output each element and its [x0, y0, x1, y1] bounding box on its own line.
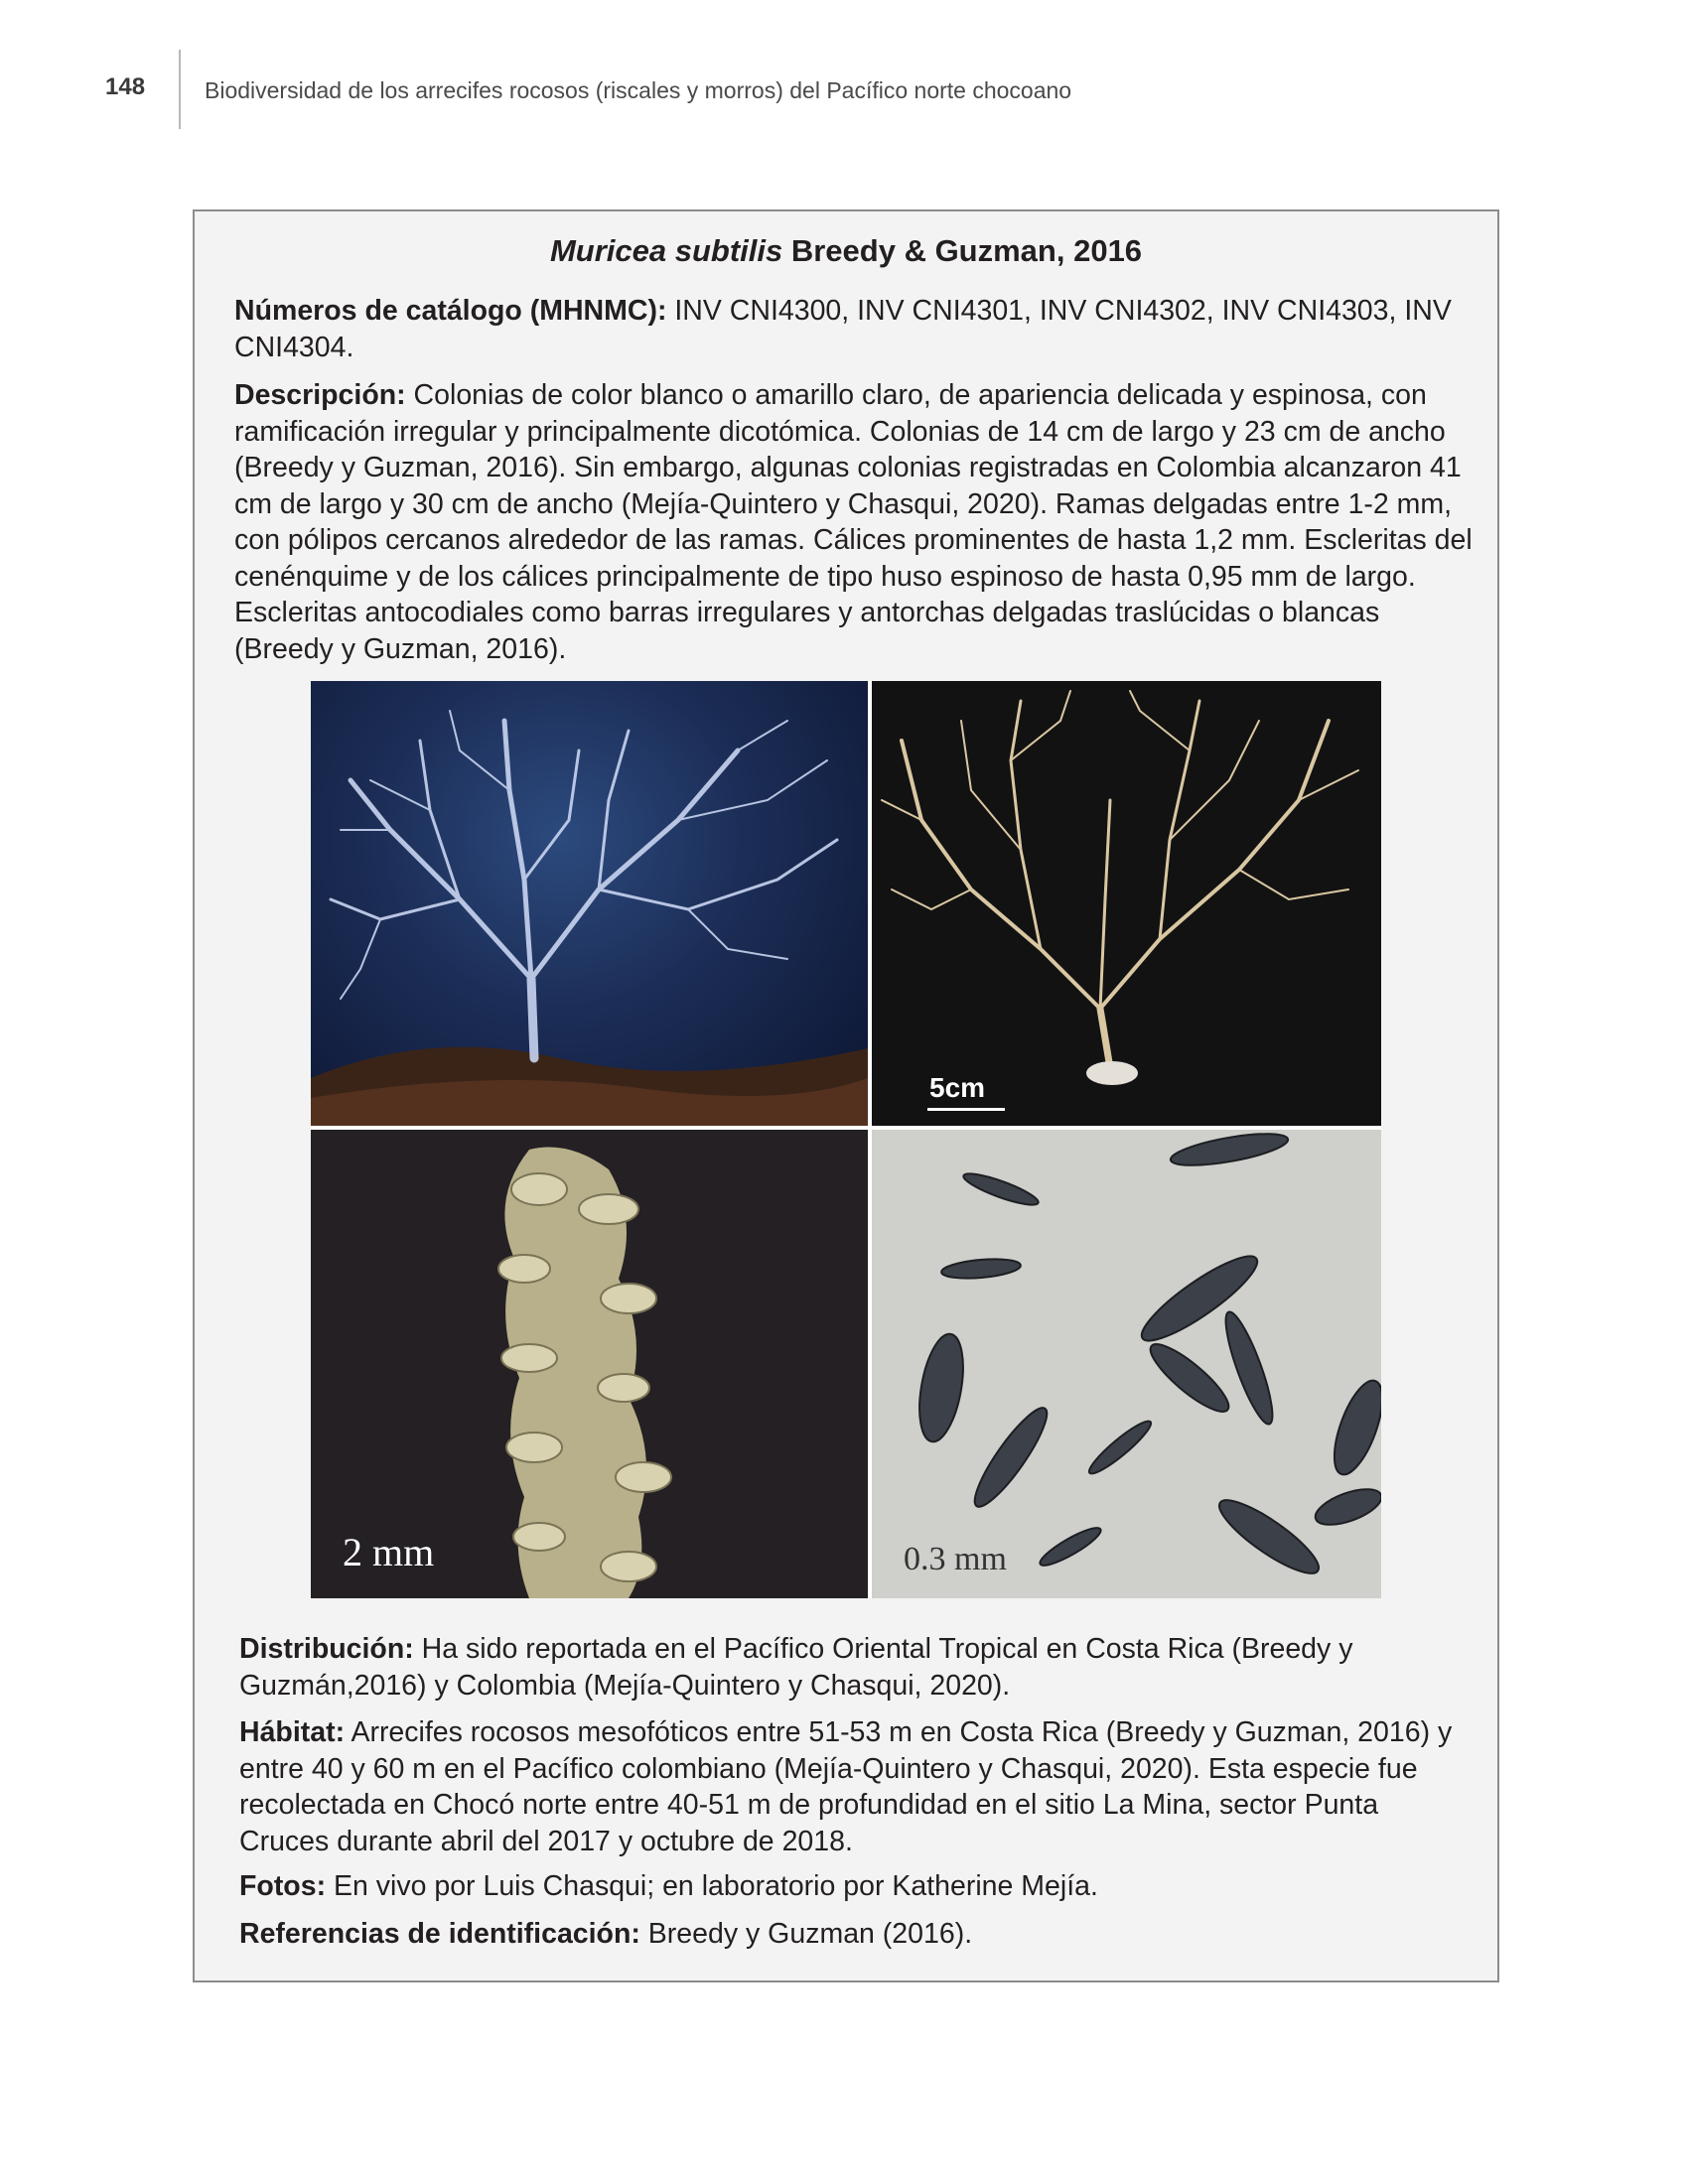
photo-live-colony: [311, 681, 868, 1126]
species-authority: Breedy & Guzman, 2016: [782, 233, 1143, 268]
species-card: [193, 209, 1499, 1982]
description-label: Descripción:: [234, 379, 406, 411]
page-header: [0, 0, 1688, 139]
habitat-text: Arrecifes rocosos mesofóticos entre 51-53 m en Costa Rica (Breedy y Guzman, 2016) y entre 40 y 60 m en el Pacífico colombiano (Mejía-Quintero y Chasqui, 2020). Esta especie fue recolectada en Chocó norte entre 40-51 m de profundidad en el sitio La Mina, sector Punta Cruces durante abril del 2017 y octubre de 2018.: [239, 1716, 1453, 1857]
header-divider: [179, 50, 181, 129]
distribution: [239, 1631, 1476, 1704]
photo-sclerites: [872, 1130, 1381, 1598]
photo-preserved-colony: [872, 681, 1381, 1126]
habitat: [239, 1714, 1476, 1859]
catalog-text: INV CNI4300, INV CNI4301, INV CNI4302, INV CNI4303, INV CNI4304.: [234, 295, 1452, 363]
description: [234, 377, 1476, 667]
species-title: [195, 233, 1497, 269]
photo-credits-text: En vivo por Luis Chasqui; en laboratorio por Katherine Mejía.: [326, 1870, 1098, 1902]
identification-references: [239, 1916, 1476, 1953]
photo-grid: [311, 681, 1381, 1598]
description-text: Colonias de color blanco o amarillo claro, de apariencia delicada y espinosa, con ramificación irregular y principalmente dicotómica. Colonias de 14 cm de largo y 23 cm de ancho (Breedy y Guzman, 2016). Sin embargo, algunas colonias registradas en Colombia alcanzaron 41 cm de largo y 30 cm de ancho (Mejía-Quintero y Chasqui, 2020). Ramas delgadas entre 1-2 mm, con pólipos cercanos alrededor de las ramas. Cálices prominentes de hasta 1,2 mm. Escleritas del cenénquime y de los cálices principalmente de tipo huso espinoso de hasta 0,95 mm de largo. Escleritas antocodiales como barras irregulares y antorchas delgadas traslúcidas o blancas (Breedy y Guzman, 2016).: [234, 379, 1473, 665]
page-number: 148: [105, 73, 146, 100]
scientific-name: Muricea subtilis: [549, 233, 783, 268]
scale-label-5cm: 5cm: [929, 1072, 986, 1103]
references-text: Breedy y Guzman (2016).: [639, 1918, 973, 1950]
catalog-numbers: [234, 293, 1476, 365]
scale-label-0-3mm: 0.3 mm: [904, 1541, 1007, 1577]
sclerites-image: [872, 1130, 1381, 1598]
distribution-text: Ha sido reportada en el Pacífico Oriental Tropical en Costa Rica (Breedy y Guzmán,2016) y Colombia (Mejía-Quintero y Chasqui, 2020).: [239, 1633, 1353, 1702]
photo-credits: [239, 1868, 1476, 1905]
references-label: Referencias de identificación:: [239, 1918, 640, 1950]
photo-branch-closeup: [311, 1130, 868, 1598]
preserved-colony-image: [872, 681, 1381, 1126]
photo-credits-label: Fotos:: [239, 1870, 327, 1902]
scale-label-2mm: 2 mm: [343, 1530, 435, 1574]
catalog-label: Números de catálogo (MHNMC):: [234, 295, 667, 327]
habitat-label: Hábitat:: [239, 1716, 346, 1748]
distribution-label: Distribución:: [239, 1633, 414, 1665]
live-colony-image: [311, 681, 868, 1126]
running-title: Biodiversidad de los arrecifes rocosos (riscales y morros) del Pacífico norte chocoano: [205, 77, 1072, 103]
scale-bar: [927, 1108, 1005, 1111]
